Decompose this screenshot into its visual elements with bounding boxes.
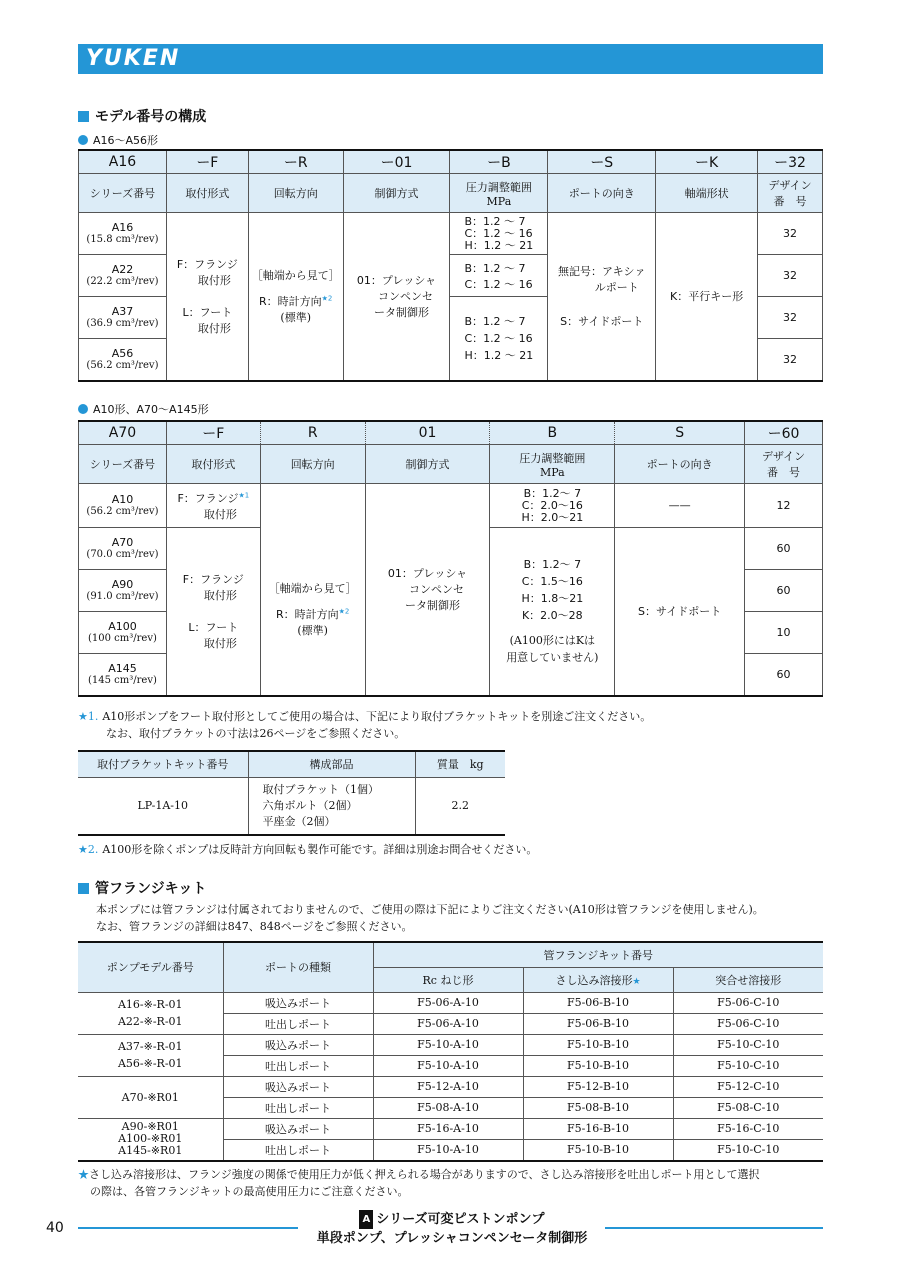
kit-cell: F5-16-C-10 bbox=[673, 1118, 823, 1139]
port-type: 吐出しポート bbox=[223, 1097, 373, 1118]
port-type: 吸込みポート bbox=[223, 1034, 373, 1055]
header-cell: 管フランジキット番号 bbox=[373, 942, 823, 967]
pressure-cell: B：1.2 〜 7 C：1.2 〜 16 H：1.2 〜 21 bbox=[450, 297, 548, 381]
kit-cell: F5-12-C-10 bbox=[673, 1076, 823, 1097]
series-cell: A145 (145 cm³/rev) bbox=[79, 654, 167, 696]
header-cell: 取付ブラケットキット番号 bbox=[78, 751, 248, 777]
code-cell: ーB bbox=[450, 150, 548, 174]
note-2: ★2. A100形を除くポンプは反時計方向回転も製作可能です。詳細は別途お問合せください。 bbox=[78, 843, 538, 856]
kit-cell: F5-10-A-10 bbox=[373, 1034, 523, 1055]
header-cell: 突合せ溶接形 bbox=[673, 967, 823, 992]
header-cell: 取付形式 bbox=[166, 174, 248, 213]
flange-kit-table bbox=[78, 941, 823, 1162]
header-cell: 回転方向 bbox=[260, 445, 365, 484]
port-cell: 無記号：アキシァ ルポート S：サイドポート bbox=[548, 213, 656, 381]
series-cell: A16 (15.8 cm³/rev) bbox=[79, 213, 167, 255]
header-cell: デザイン 番 号 bbox=[745, 445, 823, 484]
port-type: 吐出しポート bbox=[223, 1139, 373, 1161]
square-bullet-icon bbox=[78, 883, 89, 894]
header-cell: 制御方式 bbox=[365, 445, 490, 484]
header-cell: ポートの向き bbox=[615, 445, 745, 484]
series-mark-icon: A bbox=[359, 1210, 373, 1229]
kit-cell: F5-10-A-10 bbox=[373, 1055, 523, 1076]
kit-cell: F5-10-B-10 bbox=[523, 1139, 673, 1161]
code-cell: 01 bbox=[365, 421, 490, 445]
series-cell: A10 (56.2 cm³/rev) bbox=[79, 484, 167, 528]
shaft-cell: K：平行キー形 bbox=[656, 213, 758, 381]
table-row bbox=[78, 777, 505, 835]
port-cell: —— bbox=[615, 484, 745, 528]
kit-cell: F5-06-C-10 bbox=[673, 992, 823, 1013]
series-cell: A70 (70.0 cm³/rev) bbox=[79, 528, 167, 570]
model-cell: A90-※R01 A100-※R01 A145-※R01 bbox=[78, 1118, 223, 1161]
header-row bbox=[79, 445, 823, 484]
bracket-kit-table bbox=[78, 750, 505, 836]
kit-parts: 取付ブラケット（1個） 六角ボルト（2個） 平座金（2個） bbox=[248, 777, 415, 835]
design-cell: 12 bbox=[745, 484, 823, 528]
section-flange-title: 管フランジキット bbox=[78, 878, 206, 898]
code-cell: R bbox=[260, 421, 365, 445]
table-row bbox=[78, 1076, 823, 1097]
code-row bbox=[79, 421, 823, 445]
header-cell: ポンプモデル番号 bbox=[78, 942, 223, 992]
header-cell: シリーズ番号 bbox=[79, 445, 167, 484]
kit-cell: F5-10-B-10 bbox=[523, 1055, 673, 1076]
header-cell: 回転方向 bbox=[248, 174, 343, 213]
code-cell: A70 bbox=[79, 421, 167, 445]
port-type: 吸込みポート bbox=[223, 1076, 373, 1097]
code-cell: ーF bbox=[166, 421, 260, 445]
square-bullet-icon bbox=[78, 111, 89, 122]
header-row bbox=[78, 942, 823, 967]
kit-cell: F5-08-A-10 bbox=[373, 1097, 523, 1118]
header-cell: 軸端形状 bbox=[656, 174, 758, 213]
code-cell: A16 bbox=[79, 150, 167, 174]
header-cell: さし込み溶接形★ bbox=[523, 967, 673, 992]
kit-cell: F5-16-B-10 bbox=[523, 1118, 673, 1139]
kit-cell: F5-06-A-10 bbox=[373, 992, 523, 1013]
pressure-cell: B：1.2 〜 7 C：1.2 〜 16 bbox=[450, 255, 548, 297]
footer-rule-right bbox=[605, 1227, 823, 1229]
brand-bar bbox=[78, 44, 823, 74]
code-cell: ーK bbox=[656, 150, 758, 174]
header-cell: 制御方式 bbox=[343, 174, 450, 213]
code-cell: B bbox=[490, 421, 615, 445]
control-cell: 01：プレッシャ コンペンセ ータ制御形 bbox=[343, 213, 450, 381]
kit-cell: F5-06-B-10 bbox=[523, 1013, 673, 1034]
rotation-cell: ［軸端から見て］ R：時計方向$^{★2}$ (標準) bbox=[260, 484, 365, 696]
header-cell: 圧力調整範囲 MPa bbox=[450, 174, 548, 213]
table-row bbox=[78, 1034, 823, 1055]
series-cell: A90 (91.0 cm³/rev) bbox=[79, 570, 167, 612]
port-type: 吸込みポート bbox=[223, 1118, 373, 1139]
design-cell: 60 bbox=[745, 528, 823, 570]
header-cell: ポートの向き bbox=[548, 174, 656, 213]
model-table-a16 bbox=[78, 149, 823, 382]
code-cell: ーF bbox=[166, 150, 248, 174]
header-cell: デザイン 番 号 bbox=[758, 174, 823, 213]
design-cell: 32 bbox=[758, 213, 823, 255]
kit-cell: F5-08-C-10 bbox=[673, 1097, 823, 1118]
design-cell: 32 bbox=[758, 339, 823, 381]
kit-cell: F5-08-B-10 bbox=[523, 1097, 673, 1118]
code-cell: ーS bbox=[548, 150, 656, 174]
flange-intro: 本ポンプには管フランジは付属されておりませんので、ご使用の際は下記によりご注文ください(A10形は管フランジを使用しません)。 なお、管フランジの詳細は847、848ページをご参照ください。 bbox=[96, 903, 764, 933]
note-1: ★1. A10形ポンプをフート取付形としてご使用の場合は、下記により取付ブラケットキットを別途ご注文ください。 なお、取付ブラケットの寸法は26ページをご参照ください。 bbox=[78, 710, 652, 740]
code-row bbox=[79, 150, 823, 174]
design-cell: 32 bbox=[758, 255, 823, 297]
circle-bullet-icon bbox=[78, 404, 88, 414]
kit-cell: F5-10-B-10 bbox=[523, 1034, 673, 1055]
series-cell: A37 (36.9 cm³/rev) bbox=[79, 297, 167, 339]
port-type: 吐出しポート bbox=[223, 1013, 373, 1034]
port-type: 吐出しポート bbox=[223, 1055, 373, 1076]
port-type: 吸込みポート bbox=[223, 992, 373, 1013]
model-cell: A16-※-R-01 A22-※-R-01 bbox=[78, 992, 223, 1034]
subsection-a16-a56: A16〜A56形 bbox=[78, 132, 158, 148]
code-cell: ー32 bbox=[758, 150, 823, 174]
mount-cell: F：フランジ 取付形 L：フート 取付形 bbox=[166, 528, 260, 696]
kit-cell: F5-10-C-10 bbox=[673, 1139, 823, 1161]
header-cell: Rc ねじ形 bbox=[373, 967, 523, 992]
design-cell: 32 bbox=[758, 297, 823, 339]
brand-logo: YUKEN bbox=[86, 46, 181, 71]
header-cell: 質量 kg bbox=[415, 751, 505, 777]
model-cell: A70-※R01 bbox=[78, 1076, 223, 1118]
table-row bbox=[78, 1118, 823, 1139]
port-cell: S：サイドポート bbox=[615, 528, 745, 696]
mount-cell: F：フランジ 取付形 L：フート 取付形 bbox=[166, 213, 248, 381]
kit-cell: F5-06-B-10 bbox=[523, 992, 673, 1013]
footer-rule-left bbox=[78, 1227, 298, 1229]
kit-code: LP-1A-10 bbox=[78, 777, 248, 835]
kit-cell: F5-12-B-10 bbox=[523, 1076, 673, 1097]
header-cell: ポートの種類 bbox=[223, 942, 373, 992]
model-cell: A37-※-R-01 A56-※-R-01 bbox=[78, 1034, 223, 1076]
page-number: 40 bbox=[46, 1220, 64, 1236]
circle-bullet-icon bbox=[78, 135, 88, 145]
kit-cell: F5-16-A-10 bbox=[373, 1118, 523, 1139]
section-model-title: モデル番号の構成 bbox=[78, 106, 206, 126]
pressure-cell: B：1.2〜 7 C：1.5〜16 H：1.8〜21 K：2.0〜28 (A100形にはKは 用意していません) bbox=[490, 528, 615, 696]
rotation-cell: ［軸端から見て］ R：時計方向$^{★2}$ (標準) bbox=[248, 213, 343, 381]
kit-cell: F5-10-C-10 bbox=[673, 1055, 823, 1076]
design-cell: 10 bbox=[745, 612, 823, 654]
design-cell: 60 bbox=[745, 570, 823, 612]
series-cell: A56 (56.2 cm³/rev) bbox=[79, 339, 167, 381]
table-row bbox=[79, 484, 823, 528]
code-cell: ー60 bbox=[745, 421, 823, 445]
header-cell: シリーズ番号 bbox=[79, 174, 167, 213]
table-row bbox=[79, 213, 823, 255]
header-cell: 圧力調整範囲 MPa bbox=[490, 445, 615, 484]
header-cell: 構成部品 bbox=[248, 751, 415, 777]
kit-cell: F5-12-A-10 bbox=[373, 1076, 523, 1097]
table-row bbox=[78, 992, 823, 1013]
kit-cell: F5-10-C-10 bbox=[673, 1034, 823, 1055]
flange-note: ★さし込み溶接形は、フランジ強度の関係で使用圧力が低く押えられる場合がありますので、さし込み溶接形を吐出しポート用として選択 の際は、各管フランジキットの最高使用圧力にご注意ください。 bbox=[78, 1168, 760, 1198]
code-cell: S bbox=[615, 421, 745, 445]
code-cell: ーR bbox=[248, 150, 343, 174]
pressure-cell: B：1.2〜 7 C：2.0〜16 H：2.0〜21 bbox=[490, 484, 615, 528]
series-cell: A100 (100 cm³/rev) bbox=[79, 612, 167, 654]
subsection-a10-a145: A10形、A70〜A145形 bbox=[78, 401, 209, 417]
header-row bbox=[78, 751, 505, 777]
header-cell: 取付形式 bbox=[166, 445, 260, 484]
series-cell: A22 (22.2 cm³/rev) bbox=[79, 255, 167, 297]
kit-mass: 2.2 bbox=[415, 777, 505, 835]
mount-cell: F：フランジ$^{★1}$ 取付形 bbox=[166, 484, 260, 528]
kit-cell: F5-06-A-10 bbox=[373, 1013, 523, 1034]
code-cell: ー01 bbox=[343, 150, 450, 174]
control-cell: 01：プレッシャ コンペンセ ータ制御形 bbox=[365, 484, 490, 696]
footer-title: A シリーズ可変ピストンポンプ 単段ポンプ、プレッシャコンペンセータ制御形 bbox=[316, 1212, 588, 1246]
kit-cell: F5-10-A-10 bbox=[373, 1139, 523, 1161]
kit-cell: F5-06-C-10 bbox=[673, 1013, 823, 1034]
header-row bbox=[79, 174, 823, 213]
pressure-cell: B：1.2 〜 7 C：1.2 〜 16 H：1.2 〜 21 bbox=[450, 213, 548, 255]
design-cell: 60 bbox=[745, 654, 823, 696]
model-table-a70 bbox=[78, 420, 823, 697]
